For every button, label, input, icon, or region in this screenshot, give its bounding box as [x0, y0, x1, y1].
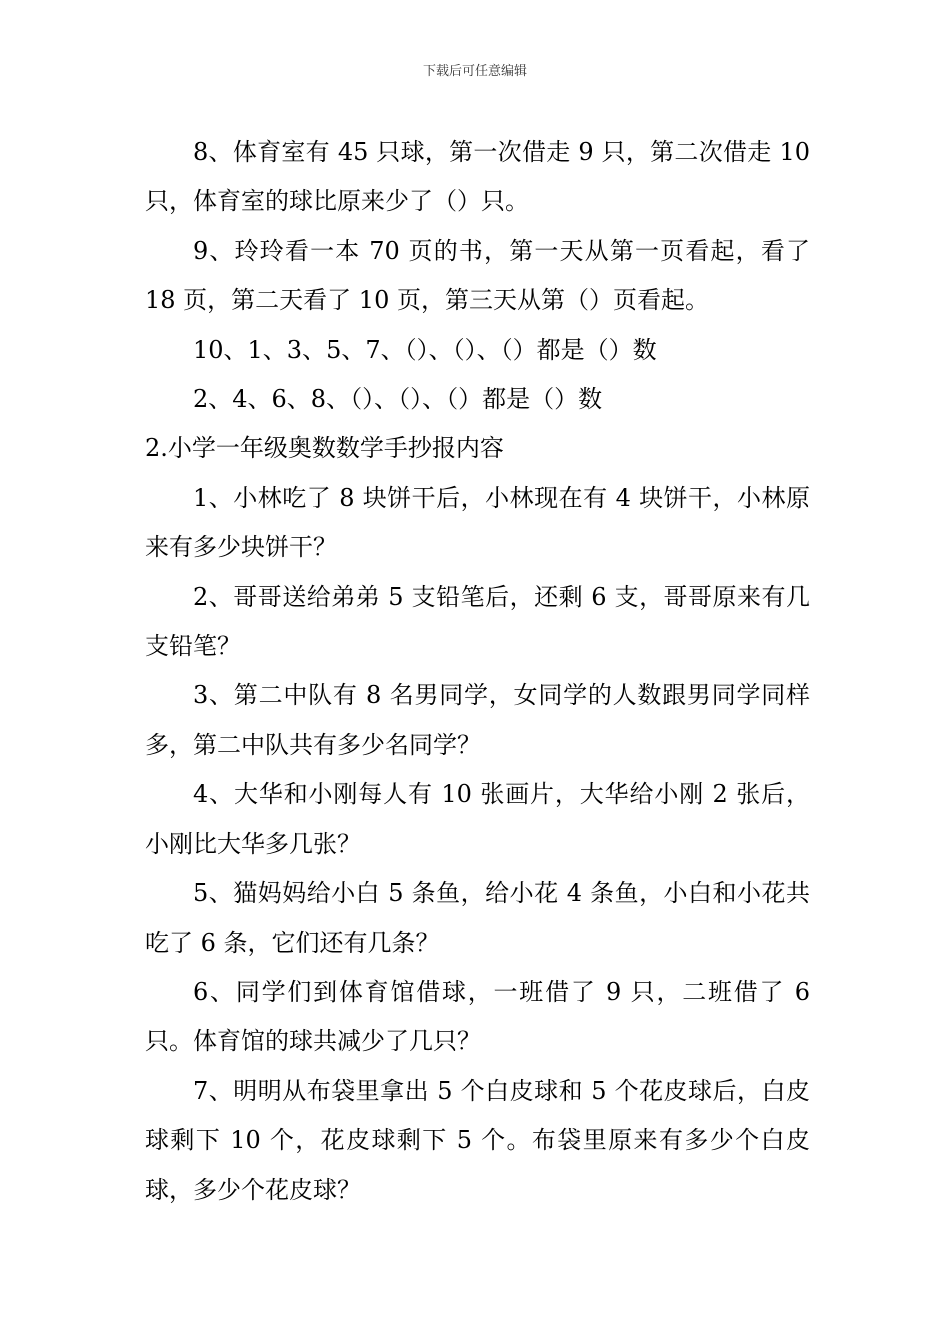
question-9: 9、玲玲看一本 70 页的书，第一天从第一页看起，看了 18 页，第二天看了 10 页，第三天从第（）页看起。	[145, 236, 810, 315]
problem-2: 2、哥哥送给弟弟 5 支铅笔后，还剩 6 支，哥哥原来有几支铅笔？	[145, 582, 810, 661]
problem-6: 6、同学们到体育馆借球，一班借了 9 只，二班借了 6 只。体育馆的球共减少了几只？	[145, 977, 810, 1056]
problem-4: 4、大华和小刚每人有 10 张画片，大华给小刚 2 张后，小刚比大华多几张？	[145, 780, 810, 858]
question-10-even: 2、4、6、8、（）、（）、（）都是（）数	[193, 385, 603, 414]
problem-7: 7、明明从布袋里拿出 5 个白皮球和 5 个花皮球后，白皮球剩下 10 个，花皮球剩下 5 个。布袋里原来有多少个白皮球，多少个花皮球？	[145, 1076, 810, 1204]
problem-1: 1、小林吃了 8 块饼干后，小林现在有 4 块饼干，小林原来有多少块饼干？	[145, 483, 810, 562]
problem-5: 5、猫妈妈给小白 5 条鱼，给小花 4 条鱼，小白和小花共吃了 6 条，它们还有几条？	[145, 879, 810, 957]
question-8: 8、体育室有 45 只球，第一次借走 9 只，第二次借走 10 只，体育室的球比原来少了（）只。	[145, 138, 810, 216]
question-10-odd: 10、1、3、5、7、（）、（）、（）都是（）数	[193, 335, 657, 364]
page-header: 下载后可任意编辑	[422, 64, 527, 79]
section-heading: 2.小学一年级奥数数学手抄报内容	[145, 434, 504, 463]
document-body	[145, 128, 810, 1215]
problem-3: 3、第二中队有 8 名男同学，女同学的人数跟男同学同样多，第二中队共有多少名同学？	[145, 681, 810, 759]
